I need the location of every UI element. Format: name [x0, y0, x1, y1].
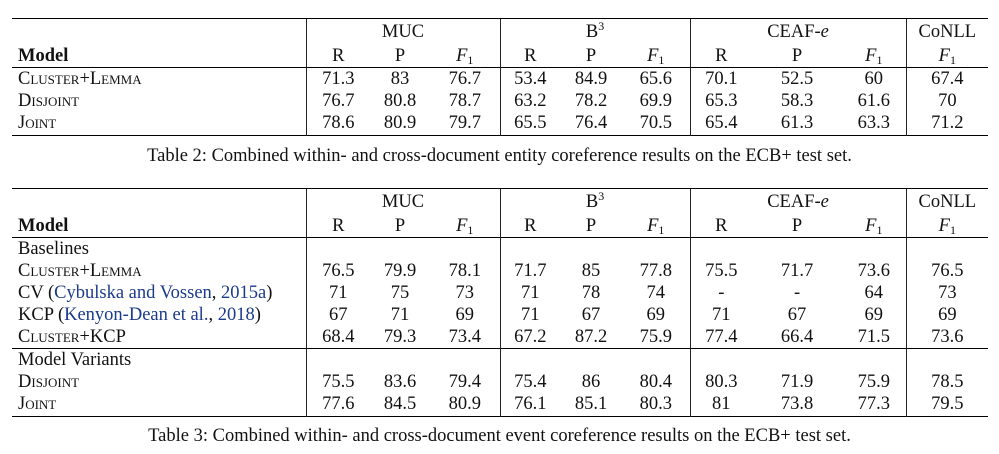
best-cell: 79.5 [906, 393, 988, 417]
section-baselines: Baselines [12, 237, 306, 260]
cell: 81 [690, 393, 752, 417]
table-row [12, 67, 988, 90]
table-row [12, 371, 988, 393]
cell: 85 [581, 260, 601, 281]
cell: 76.5 [906, 260, 988, 282]
cell: 69 [906, 304, 988, 326]
citation-link[interactable]: Cybulska and Vossen [54, 282, 212, 303]
table2-group-muc: MUC [306, 19, 500, 45]
cell: 76.7 [306, 90, 370, 112]
cell: 52.5 [752, 67, 842, 90]
table2-col-header [12, 45, 988, 68]
cell: 53.4 [500, 67, 560, 90]
table3-model-header: Model [18, 215, 69, 236]
cell: 70.5 [639, 113, 672, 134]
row-model: CV (Cybulska and Vossen, 2015a) [18, 282, 273, 303]
cell: 78.7 [448, 90, 481, 111]
cell: 71 [500, 282, 560, 304]
cell: 71.3 [306, 67, 370, 90]
cell: 71 [390, 304, 410, 325]
col-p: P [585, 215, 597, 236]
cell: 65.6 [622, 67, 690, 90]
cell: 67 [787, 304, 807, 325]
row-model: Cluster+Lemma [18, 260, 142, 281]
col-r: R [500, 215, 560, 238]
cell: 73.8 [780, 394, 814, 415]
table3-group-muc: MUC [306, 189, 500, 215]
cell: 79.7 [448, 113, 481, 134]
cell: 75 [390, 282, 410, 303]
cell: 71 [500, 304, 560, 326]
col-p: P [394, 215, 406, 236]
row-model: Disjoint [18, 371, 80, 392]
cell: 77.4 [690, 326, 752, 349]
cell: 70.1 [690, 67, 752, 90]
row-model: Joint [18, 113, 57, 134]
cell: 73 [906, 282, 988, 304]
cell: 75.4 [500, 371, 560, 393]
cell: 68.4 [306, 326, 370, 349]
row-model: Joint [18, 394, 57, 415]
cell: 71.9 [780, 371, 814, 392]
cell: 63.2 [500, 90, 560, 112]
cell: 79.9 [383, 260, 417, 281]
cell: 80.8 [383, 90, 417, 111]
cell: 76.1 [500, 393, 560, 417]
table2-group-conll: CoNLL [906, 19, 988, 45]
table2-group-header [12, 19, 988, 45]
cell: 60 [842, 67, 906, 90]
cell: 80.9 [383, 113, 417, 134]
cell: 63.3 [857, 113, 890, 134]
row-model: Cluster+KCP [18, 326, 126, 347]
cell: 67.4 [906, 67, 988, 90]
cell: 86 [581, 371, 601, 392]
col-p: P [791, 215, 803, 236]
table3-group-header [12, 189, 988, 215]
table3-group-conll: CoNLL [906, 189, 988, 215]
col-f1: $F_1$ [865, 215, 883, 237]
cell: 78 [581, 282, 601, 303]
row-model: KCP (Kenyon-Dean et al., 2018) [18, 304, 261, 325]
cell: 61.6 [857, 90, 890, 111]
table2-caption: Table 2: Combined within- and cross-document entity coreference results on the ECB+ test set. [147, 146, 852, 166]
table-row [12, 326, 988, 349]
cell: 77.8 [639, 260, 672, 281]
cell: 75.5 [690, 260, 752, 282]
cell: 80.3 [639, 394, 672, 415]
cell: 77.6 [306, 393, 370, 417]
table-row [12, 260, 988, 282]
table-row [12, 282, 988, 304]
cell: 75.9 [857, 371, 890, 392]
table3-group-b3: $B^3$ [500, 189, 690, 215]
cell: 78.1 [448, 260, 481, 281]
cell: 64 [864, 282, 884, 303]
col-f1: $F_1$ [647, 215, 665, 237]
cell: 87.2 [574, 326, 608, 347]
table-row [12, 393, 988, 417]
cell: 65.4 [690, 112, 752, 136]
cell: 76.7 [430, 67, 500, 90]
cell: 73.6 [906, 326, 988, 349]
cell: 73.4 [448, 326, 481, 347]
cell: 67 [306, 304, 370, 326]
cell: 80.4 [639, 371, 672, 392]
section-row [12, 348, 988, 371]
cell: 69 [864, 304, 884, 325]
table-3 [12, 188, 988, 417]
cell: 71.7 [780, 260, 814, 281]
col-r: R [500, 45, 560, 68]
cell: 75.9 [639, 326, 672, 347]
cell: 84.9 [560, 67, 622, 90]
col-f1: $F_1$ [906, 45, 988, 68]
cell: 83 [370, 67, 430, 90]
table-2 [12, 18, 988, 136]
cell: 73.6 [857, 260, 890, 281]
col-p: P [585, 45, 597, 66]
col-r: R [306, 45, 370, 68]
cell: 69 [646, 304, 666, 325]
cell: 78.2 [574, 90, 608, 111]
cell: 83.6 [383, 371, 417, 392]
cell: 77.3 [857, 394, 890, 415]
cell: 66.4 [780, 326, 814, 347]
row-model: Cluster+Lemma [12, 67, 306, 90]
table2-model-header: Model [18, 45, 69, 66]
cell: 70 [906, 90, 988, 112]
cell: 67 [581, 304, 601, 325]
cell: 79.4 [448, 371, 481, 392]
col-f1: $F_1$ [456, 45, 474, 67]
table-row [12, 112, 988, 136]
cell: 85.1 [574, 394, 608, 415]
cell: 71.7 [500, 260, 560, 282]
cell: 78.5 [906, 371, 988, 393]
cell: - [793, 282, 801, 303]
citation-year-link[interactable]: 2015a [221, 282, 267, 303]
cell: 76.5 [306, 260, 370, 282]
cell: 58.3 [780, 90, 814, 111]
cell: 69.9 [639, 90, 672, 111]
cell: 65.5 [500, 112, 560, 136]
cell: 71 [690, 304, 752, 326]
table3-caption: Table 3: Combined within- and cross-document event coreference results on the ECB+ test set. [148, 426, 851, 446]
col-f1: $F_1$ [906, 215, 988, 238]
table-row [12, 304, 988, 326]
col-r: R [690, 215, 752, 238]
citation-link[interactable]: Kenyon-Dean et al. [64, 304, 209, 325]
cell: 73 [455, 282, 474, 303]
col-f1: $F_1$ [647, 45, 665, 67]
cell: 71.5 [857, 326, 890, 347]
col-f1: $F_1$ [865, 45, 883, 67]
cell: 78.6 [306, 112, 370, 136]
cell: 76.4 [574, 113, 608, 134]
section-row [12, 237, 988, 260]
table3-group-ceaf: CEAF-e [690, 189, 906, 215]
table3-col-header [12, 215, 988, 238]
col-p: P [791, 45, 803, 66]
cell: 71 [306, 282, 370, 304]
cell: 80.3 [690, 371, 752, 393]
col-f1: $F_1$ [456, 215, 474, 237]
col-p: P [394, 45, 406, 66]
section-model-variants: Model Variants [12, 348, 306, 371]
cell: 67.2 [500, 326, 560, 349]
table-row [12, 90, 988, 112]
cell: 69 [455, 304, 474, 325]
col-r: R [306, 215, 370, 238]
citation-year-link[interactable]: 2018 [217, 304, 255, 325]
cell: 65.3 [690, 90, 752, 112]
table2-group-ceaf: CEAF-e [690, 19, 906, 45]
cell: - [690, 282, 752, 304]
row-model: Disjoint [18, 90, 80, 111]
col-r: R [690, 45, 752, 68]
cell: 80.9 [448, 394, 481, 415]
best-cell: 71.2 [906, 112, 988, 136]
cell: 84.5 [383, 394, 417, 415]
cell: 75.5 [306, 371, 370, 393]
cell: 79.3 [383, 326, 417, 347]
table2-group-b3: $B^3$ [500, 19, 690, 45]
cell: 61.3 [780, 113, 814, 134]
cell: 74 [646, 282, 666, 303]
